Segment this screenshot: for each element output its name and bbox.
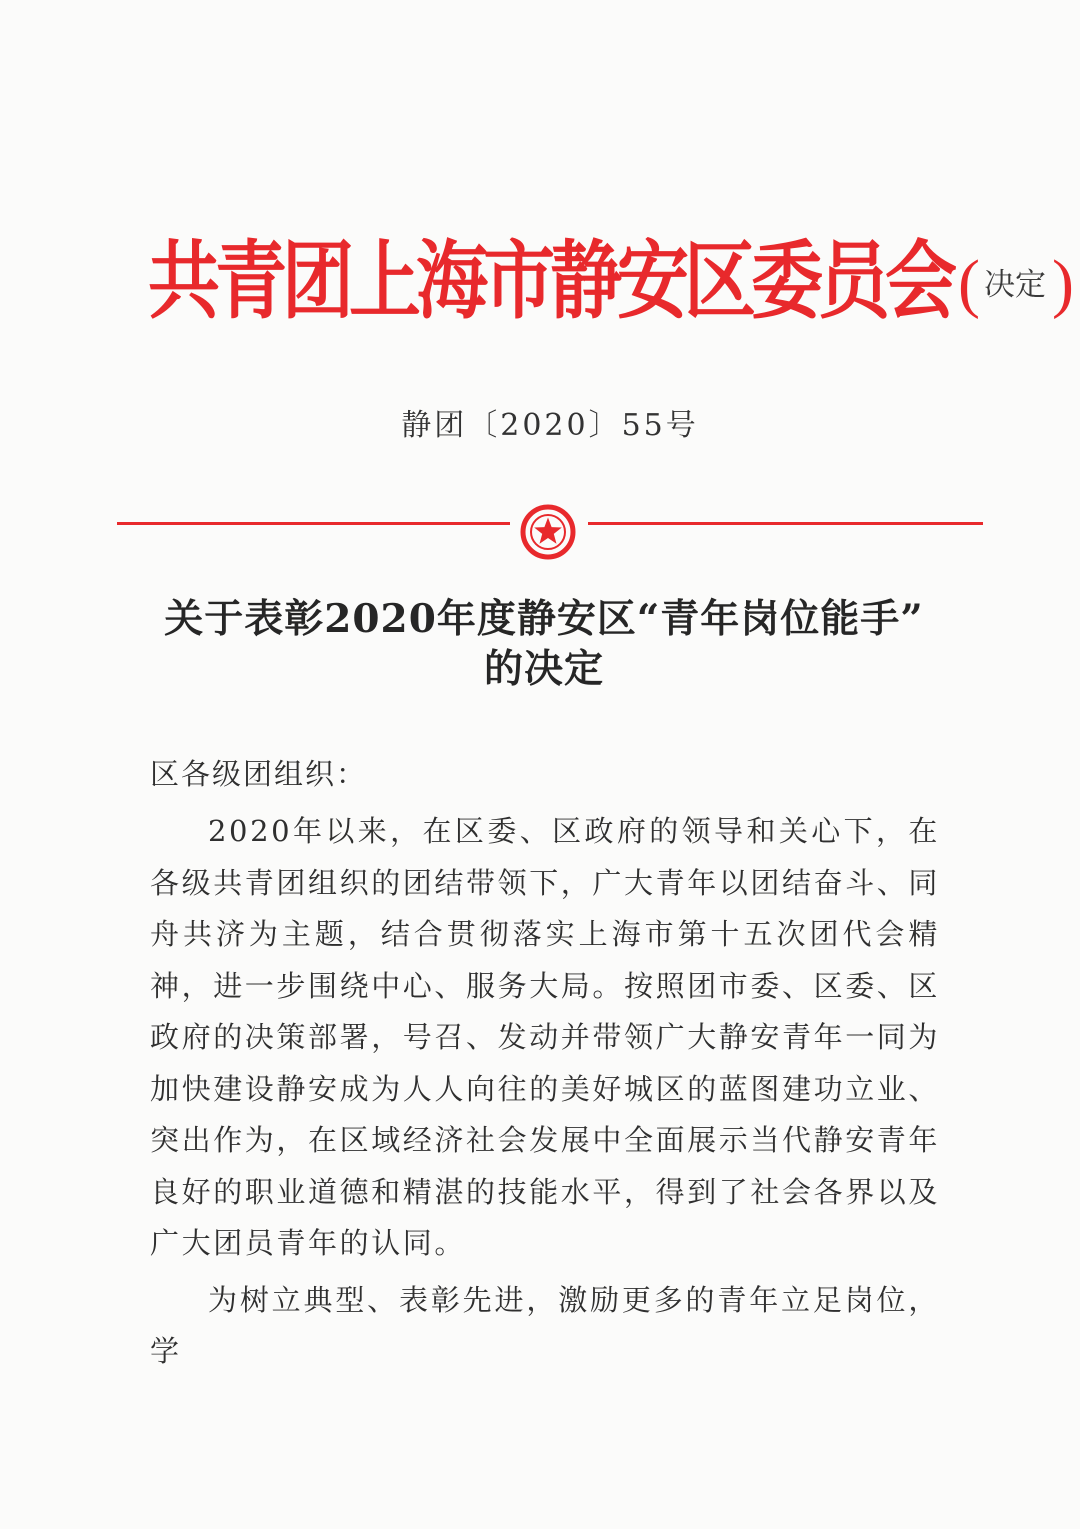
body-paragraph: 为树立典型、表彰先进，激励更多的青年立足岗位，学 <box>150 1282 940 1368</box>
title-line-2: 的决定 <box>483 646 604 692</box>
red-rule-left <box>117 522 510 525</box>
document-title <box>0 594 1080 694</box>
document-number: 静团〔2020〕55号 <box>401 408 699 443</box>
body-paragraph: 2020年以来，在区委、区政府的领导和关心下，在各级共青团组织的团结带领下，广大青年以团结奋斗、同舟共济为主题，结合贯彻落实上海市第十五次团代会精神，进一步围绕中心、服务大局。按照团市委、区委、区政府的决策部署，号召、发动并带领广大静安青年一同为加快建设静安成为人人向往的美好城区的蓝图建功立业、突出作为，在区域经济社会发展中全面展示当代静安青年良好的职业道德和精湛的技能水平，得到了社会各界以及广大团员青年的认同。 <box>150 814 941 1260</box>
body-text <box>150 806 940 1378</box>
title-line-1: 关于表彰2020年度静安区“青年岗位能手” <box>164 596 924 642</box>
document-type: 决定 <box>984 267 1046 302</box>
salutation: 区各级团组织： <box>150 757 368 791</box>
masthead <box>148 222 1078 330</box>
issuer-name: 共青团上海市静安区委员会 <box>148 235 953 330</box>
paren-close: ) <box>1052 247 1074 320</box>
red-rule-right <box>588 522 983 525</box>
paren-open: ( <box>958 247 980 320</box>
red-star-emblem-icon <box>520 504 576 560</box>
